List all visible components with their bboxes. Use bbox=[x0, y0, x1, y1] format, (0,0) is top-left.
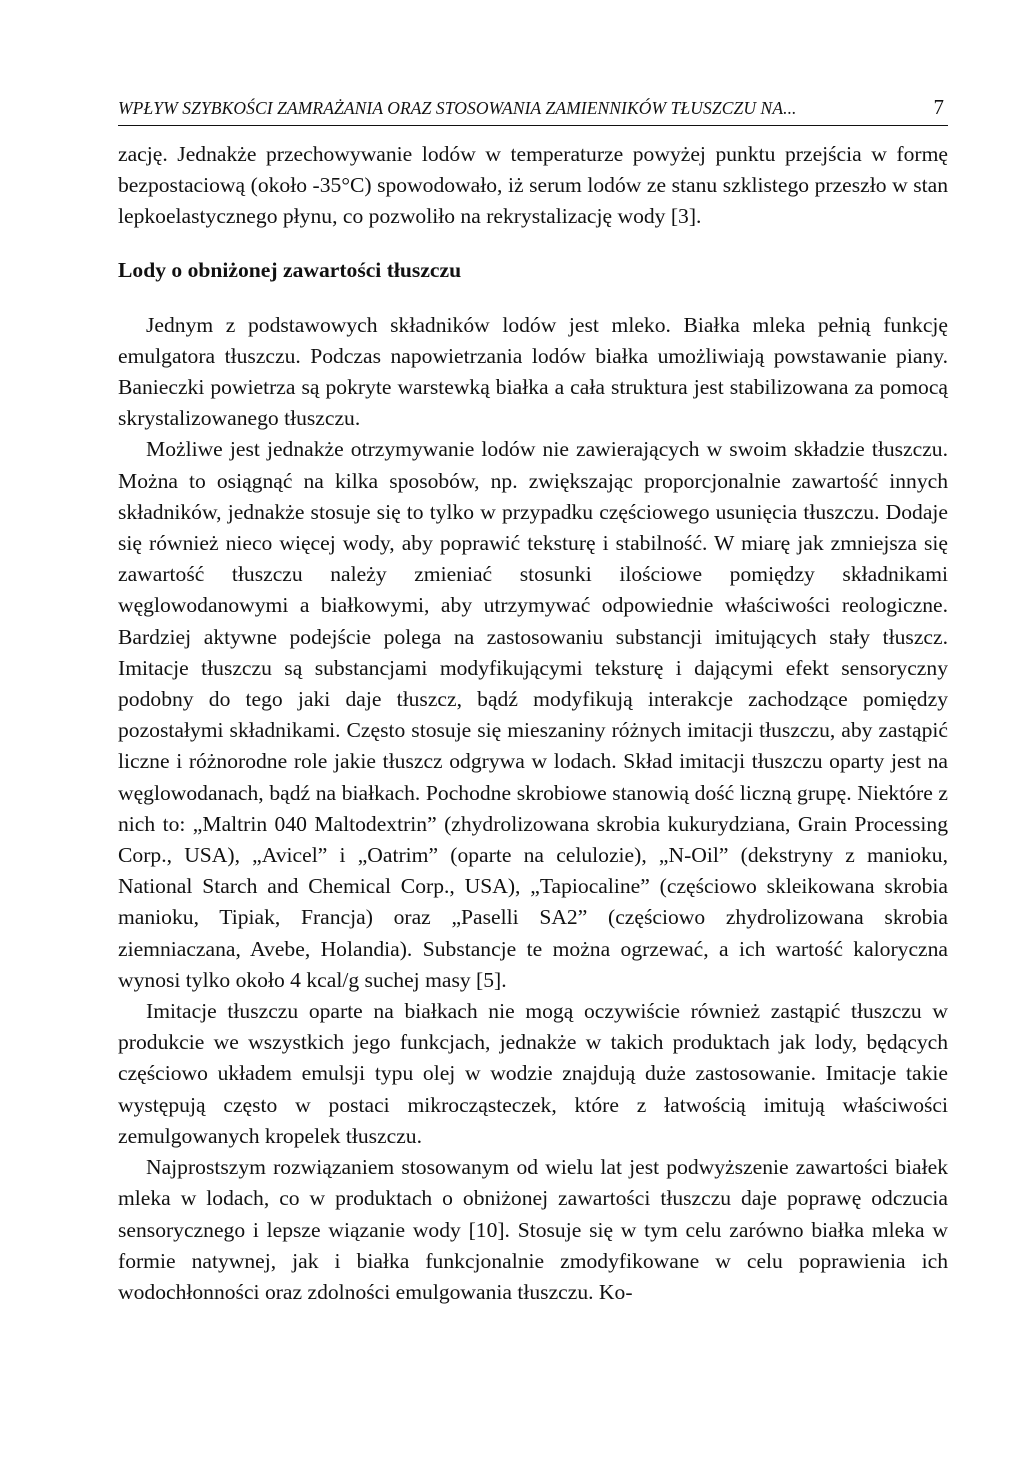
paragraph: Możliwe jest jednakże otrzymywanie lodów nie zawierających w swoim składzie tłuszczu. Można to osiągnąć na kilka sposobów, np. zwiększając proporcjonalnie zawartość innych składników, jednakże stosuje się to tylko w przypadku częściowego usunięcia tłuszczu. Dodaje się również nieco więcej wody, aby poprawić teksturę i stabilność. W miarę jak zmniejsza się zawartość tłuszczu należy zmieniać stosunki ilościowe pomiędzy składnikami węglowodanowymi a białkowymi, aby utrzymywać odpowiednie właściwości reologiczne. Bardziej aktywne podejście polega na zastosowaniu substancji imitujących stały tłuszcz. Imitacje tłuszczu są substancjami modyfikującymi teksturę i dającymi efekt sensoryczny podobny do tego jaki daje tłuszcz, bądź modyfikują interakcje zachodzące pomiędzy pozostałymi składnikami. Często stosuje się mieszaniny różnych imitacji tłuszczu, aby zastąpić liczne i różnorodne role jakie tłuszcz odgrywa w lodach. Skład imitacji tłuszczu oparty jest na węglowodanach, bądź na białkach. Pochodne skrobiowe stanowią dość liczną grupę. Niektóre z nich to: „Maltrin 040 Maltodextrin” (zhydrolizowana skrobia kukurydziana, Grain Processing Corp., USA), „Avicel” i „Oatrim” (oparte na celulozie), „N-Oil” (dekstryny z manioku, National Starch and Chemical Corp., USA), „Tapiocaline” (częściowo skleikowana skrobia manioku, Tipiak, Francja) oraz „Paselli SA2” (częściowo zhydrolizowana skrobia ziemniaczana, Avebe, Holandia). Substancje te można ogrzewać, a ich wartość kaloryczna wynosi tylko około 4 kcal/g suchej masy [5]. bbox=[118, 437, 948, 992]
paragraph: Imitacje tłuszczu oparte na białkach nie mogą oczywiście również zastąpić tłuszczu w produkcie we wszystkich jego funkcjach, jednakże w takich produktach jak lody, będących częściowo układem emulsji typu olej w wodzie znajdują duże zastosowanie. Imitacje takie występują często w postaci mikrocząsteczek, które z łatwością imitują właściwości zemulgowanych kropelek tłuszczu. bbox=[118, 999, 948, 1148]
paragraph-continued: zację. Jednakże przechowywanie lodów w temperaturze powyżej punktu przejścia w formę bezpostaciową (około -35°C) spowodowało, iż serum lodów ze stanu szklistego przeszło w stan lepkoelastycznego płynu, co pozwoliło na rekrystalizację wody [3]. bbox=[118, 142, 948, 229]
paragraph: Najprostszym rozwiązaniem stosowanym od wielu lat jest podwyższenie zawartości białek mleka w lodach, co w produktach o obniżonej zawartości tłuszczu daje poprawę odczucia sensorycznego i lepsze wiązanie wody [10]. Stosuje się w tym celu zarówno białka mleka w formie natywnej, jak i białka funkcjonalnie zmodyfikowane w celu poprawienia ich wodochłonności oraz zdolności emulgowania tłuszczu. Ko- bbox=[118, 1155, 948, 1304]
section-heading: Lody o obniżonej zawartości tłuszczu bbox=[118, 257, 462, 282]
page-number: 7 bbox=[933, 95, 944, 119]
paragraph: Jednym z podstawowych składników lodów jest mleko. Białka mleka pełnią funkcję emulgatora tłuszczu. Podczas napowietrzania lodów białka umożliwiają powstawanie piany. Banieczki powietrza są pokryte warstewką białka a cała struktura jest stabilizowana za pomocą skrystalizowanego tłuszczu. bbox=[118, 312, 948, 431]
article-body bbox=[118, 139, 948, 1308]
running-title: WPŁYW SZYBKOŚCI ZAMRAŻANIA ORAZ STOSOWANIA ZAMIENNIKÓW TŁUSZCZU NA... bbox=[118, 98, 797, 118]
running-header bbox=[118, 95, 948, 126]
